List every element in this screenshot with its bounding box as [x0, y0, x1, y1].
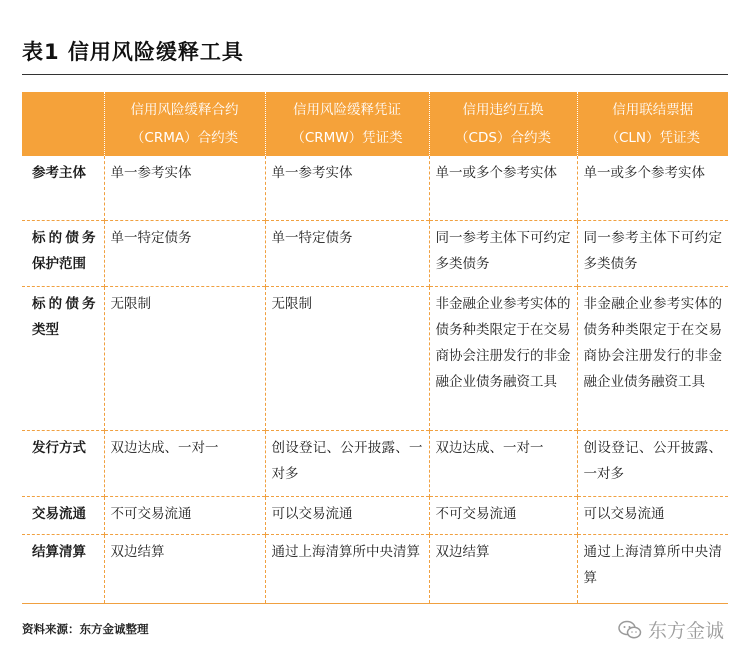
brand-watermark [618, 616, 724, 643]
header-line: 信用联结票据 [612, 102, 694, 118]
table-cell: 可以交易流通 [577, 496, 728, 534]
header-cell-cln [577, 92, 728, 156]
table-row [22, 220, 728, 286]
row-label: 结算清算 [22, 534, 104, 603]
row-label: 发行方式 [22, 430, 104, 496]
wechat-icon [618, 620, 642, 640]
table-cell: 可以交易流通 [265, 496, 429, 534]
row-label: 参考主体 [32, 165, 86, 181]
table-cell: 不可交易流通 [104, 496, 265, 534]
table-cell: 创设登记、公开披露、一对多 [265, 430, 429, 496]
table-cell: 非金融企业参考实体的债务种类限定于在交易商协会注册发行的非金融企业债务融资工具 [577, 286, 728, 430]
table-row [22, 156, 728, 220]
table-cell: 非金融企业参考实体的债务种类限定于在交易商协会注册发行的非金融企业债务融资工具 [429, 286, 577, 430]
header-cell-crmw [265, 92, 429, 156]
table-row [22, 496, 728, 534]
table-cell: 双边达成、一对一 [429, 430, 577, 496]
header-line: （CDS）合约类 [455, 130, 551, 146]
header-row [22, 92, 728, 156]
comparison-table [22, 92, 728, 604]
table-cell: 通过上海清算所中央清算 [577, 534, 728, 603]
table-cell: 双边结算 [104, 534, 265, 603]
row-label: 标的债务类型 [22, 286, 104, 430]
table-cell: 单一或多个参考实体 [577, 156, 728, 220]
header-line: （CRMW）凭证类 [291, 130, 403, 146]
table-cell: 双边结算 [429, 534, 577, 603]
header-line: 信用风险缓释合约 [130, 102, 239, 118]
header-cell-cds [429, 92, 577, 156]
header-cell-0 [22, 92, 104, 156]
source-note: 资料来源：东方金诚整理 [22, 622, 149, 636]
table-cell: 单一参考实体 [265, 156, 429, 220]
table-cell: 单一参考实体 [104, 156, 265, 220]
header-line: （CRMA）合约类 [130, 130, 239, 146]
table-body [22, 156, 728, 603]
table-cell: 同一参考主体下可约定多类债务 [577, 220, 728, 286]
table-cell: 同一参考主体下可约定多类债务 [429, 220, 577, 286]
table-cell: 单一特定债务 [104, 220, 265, 286]
title-divider [22, 74, 728, 75]
table-cell: 双边达成、一对一 [104, 430, 265, 496]
table-row [22, 534, 728, 603]
brand-name: 东方金诚 [647, 620, 724, 642]
header-line: 信用风险缓释凭证 [293, 102, 401, 118]
table-cell: 单一特定债务 [265, 220, 429, 286]
header-line: （CLN）凭证类 [605, 130, 701, 146]
table-cell: 无限制 [104, 286, 265, 430]
table-cell: 无限制 [265, 286, 429, 430]
table-cell: 单一或多个参考实体 [429, 156, 577, 220]
header-line: 信用违约互换 [462, 102, 544, 118]
table-title: 表1 信用风险缓释工具 [22, 40, 244, 64]
row-label: 交易流通 [22, 496, 104, 534]
table-row [22, 286, 728, 430]
table-cell: 不可交易流通 [429, 496, 577, 534]
header-cell-crma [104, 92, 265, 156]
table-cell: 通过上海清算所中央清算 [265, 534, 429, 603]
row-label: 标的债务保护范围 [22, 220, 104, 286]
table-cell: 创设登记、公开披露、一对多 [577, 430, 728, 496]
table-row [22, 430, 728, 496]
